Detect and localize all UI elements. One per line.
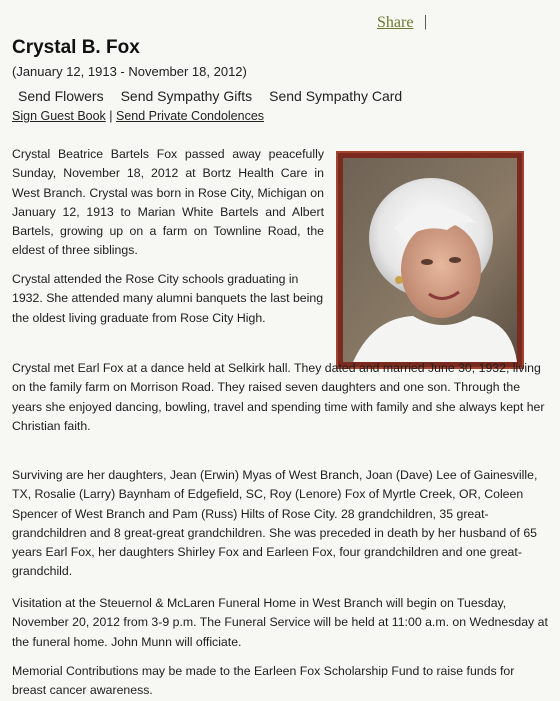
send-flowers-link[interactable]: Send Flowers xyxy=(18,88,104,104)
guest-links-separator: | xyxy=(105,109,117,123)
sign-guest-book-link[interactable]: Sign Guest Book xyxy=(12,109,106,123)
obituary-paragraph-1: Crystal Beatrice Bartels Fox passed away peacefully Sunday, November 18, 2012 at Bortz Health Care in West Branch. Crystal was born in Rose City, Michigan on January 12, 1913 to Marian White Bartels and Albert Bartels, growing up on a farm on Townline Road, the eldest of three siblings. xyxy=(12,147,324,258)
obituary-paragraph-5: Visitation at the Steuernol & McLaren Funeral Home in West Branch will begin on Tuesday, November 20, 2012 from 3-9 p.m. The Funeral Service will be held at 11:00 a.m. on Wednesday at the funeral home. John Munn will officiate. xyxy=(12,596,548,649)
share-link[interactable]: Share xyxy=(377,14,414,31)
obituary-paragraph-6: Memorial Contributions may be made to the Earleen Fox Scholarship Fund to raise funds for breast cancer awareness. xyxy=(12,664,515,698)
obituary-paragraph-3: Crystal met Earl Fox at a dance held at Selkirk hall. They dated and married June 30, 1932, living on the family farm on Morrison Road. They raised seven daughters and one son. Through the years she enjoyed dancing, bowling, travel and spending time with family and she always kept her Christian faith. xyxy=(12,361,545,433)
obituary-paragraph-4: Surviving are her daughters, Jean (Erwin) Myas of West Branch, Joan (Dave) Lee of Gainesville, TX, Rosalie (Larry) Baynham of Edgefield, SC, Roy (Lenore) Fox of Myrtle Creek, OR, Coleen Spencer of West Branch and Pam (Russ) Hilts of Rose City. 28 grandchildren, 35 great-grandchildren and 8 great-great grandchildren. She was preceded in death by her husband of 65 years Earl Fox, her daughters Shirley Fox and Earleen Fox, four grandchildren and one great-grandchild. xyxy=(12,468,538,579)
share-separator: | xyxy=(424,13,428,30)
send-private-condolences-link[interactable]: Send Private Condolences xyxy=(116,109,265,123)
portrait-photo xyxy=(336,151,524,369)
send-sympathy-card-link[interactable]: Send Sympathy Card xyxy=(269,88,403,104)
action-links xyxy=(18,88,402,104)
obituary-name: Crystal B. Fox xyxy=(12,37,140,58)
obituary-dates: (January 12, 1913 - November 18, 2012) xyxy=(12,64,247,79)
obituary-paragraph-2: Crystal attended the Rose City schools graduating in 1932. She attended many alumni banquets the last being the oldest living graduate from Rose City High. xyxy=(12,272,324,325)
guest-links xyxy=(12,109,264,123)
portrait-image xyxy=(343,158,517,362)
send-sympathy-gifts-link[interactable]: Send Sympathy Gifts xyxy=(120,88,253,104)
